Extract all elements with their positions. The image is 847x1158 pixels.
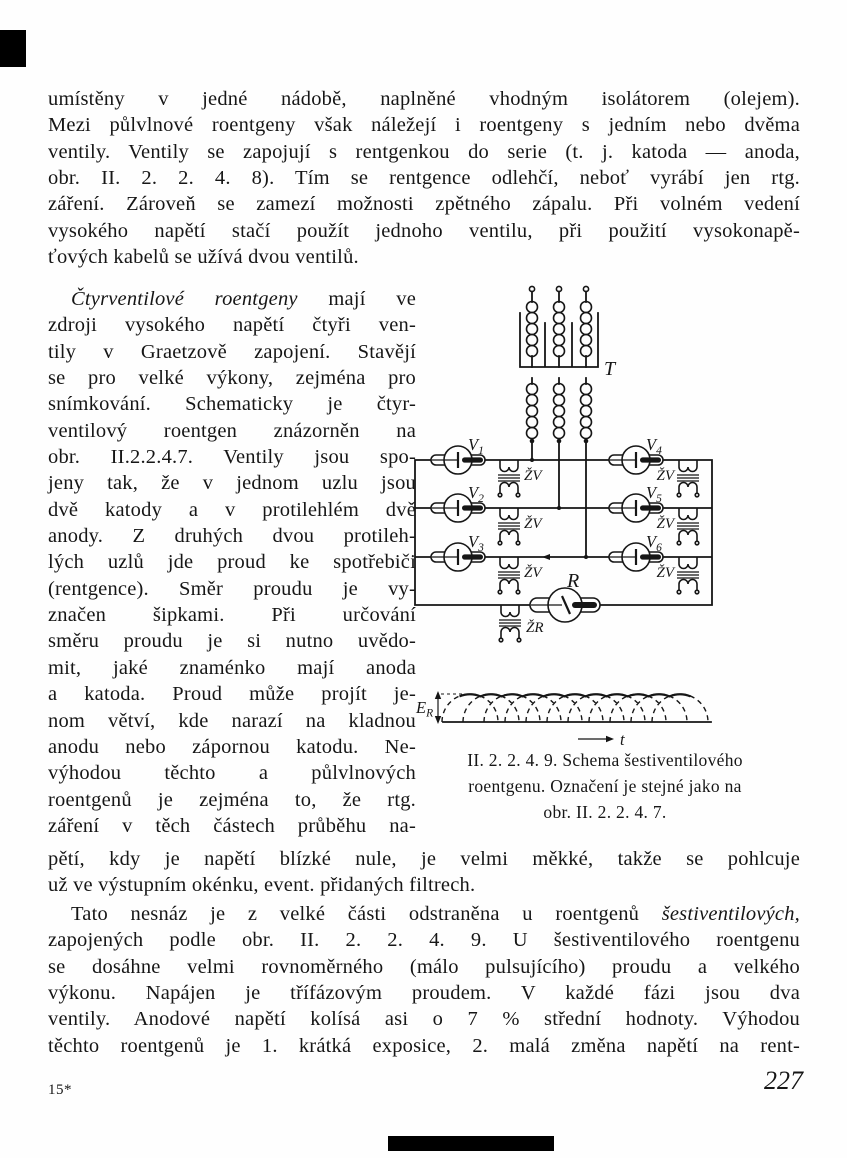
text-line: zdroji vysokého napětí čtyři ven- bbox=[48, 314, 416, 337]
text-line: pětí, kdy je napětí blízké nule, je velmi měkké, takže se pohlcuje bbox=[48, 848, 800, 870]
paragraph-intro bbox=[48, 86, 800, 270]
caption-line: roentgenu. Označení je stejné jako na bbox=[468, 776, 742, 796]
text-line: obr. II. 2. 2. 4. 8). Tím se rentgence odlehčí, neboť vyrábí jen rtg. bbox=[48, 167, 800, 190]
text-line: nom větví, kde narazí na kladnou bbox=[48, 709, 416, 732]
paragraph-six-valve bbox=[48, 901, 800, 1059]
emphasis-text: Čtyrventilové roentgeny bbox=[71, 288, 298, 310]
text-line: ťových kabelů se užívá dvou ventilů. bbox=[48, 246, 359, 269]
text-run: mají ve bbox=[297, 288, 416, 310]
tube-heater-transformer bbox=[499, 605, 521, 642]
axis-label-time: t bbox=[620, 730, 625, 749]
text-line: směru proudu je si nutno uvědo- bbox=[48, 630, 416, 653]
text-line: jeny tak, že v jednom uzlu jsou bbox=[48, 472, 416, 495]
text-line: umístěny v jedné nádobě, naplněné vhodným isolátorem (olejem). bbox=[48, 88, 800, 110]
label-zr: ŽR bbox=[526, 620, 544, 636]
left-column-text bbox=[48, 286, 416, 839]
text-line: ventilový roentgen znázorněn na bbox=[48, 419, 416, 442]
heater-transformer bbox=[498, 557, 520, 594]
heater-transformer bbox=[677, 557, 699, 594]
text-line: se dosáhne velmi rovnoměrného (málo pulsujícího) proudu a velkého bbox=[48, 955, 800, 978]
text-line: výkonu. Napájen je třífázovým proudem. V každé fázi jsou dva bbox=[48, 982, 800, 1005]
text-line bbox=[48, 286, 416, 312]
text-line: obr. II.2.2.4.7. Ventily jsou spo- bbox=[48, 446, 416, 469]
voltage-waveform bbox=[415, 691, 711, 749]
text-line: tily v Graetzově zapojení. Stavějí bbox=[48, 340, 416, 363]
heater-transformer bbox=[498, 460, 520, 497]
text-line: těchto roentgenů je 1. krátká exposice, 2. malá změna napětí na rent- bbox=[48, 1034, 800, 1057]
text-line: ventily. Ventily se zapojují s rentgenkou do serie (t. j. katoda — anoda, bbox=[48, 140, 800, 163]
text-run: Tato nesnáz je z velké části odstraněna u roentgenů bbox=[71, 903, 662, 925]
text-line: snímkování. Schematicky je čtyr- bbox=[48, 393, 416, 416]
xray-tube-label: R bbox=[567, 570, 580, 592]
label-valve-4: $V_4$ bbox=[646, 435, 662, 457]
text-line: už ve výstupním okénku, event. přidaných filtrech. bbox=[48, 874, 476, 897]
label-zv: ŽV bbox=[524, 468, 542, 484]
text-line: a katoda. Proud může projít je- bbox=[48, 683, 416, 706]
label-zv: ŽV bbox=[524, 565, 542, 581]
text-line: Mezi půlvlnové roentgeny však náležejí i roentgeny s jedním nebo dvěma bbox=[48, 114, 800, 137]
text-line: značen šipkami. Při určování bbox=[48, 604, 416, 627]
label-valve-2: $V_2$ bbox=[468, 483, 484, 505]
text-line: záření v těch částech průběhu na- bbox=[48, 814, 416, 837]
label-valve-6: $V_6$ bbox=[646, 532, 662, 554]
transformer-primary bbox=[520, 286, 598, 367]
scan-artifact-top-left bbox=[0, 30, 26, 67]
page-number: 227 bbox=[764, 1066, 803, 1095]
text-line: zapojených podle obr. II. 2. 2. 4. 9. U šestiventilového roentgenu bbox=[48, 929, 800, 952]
heater-transformer bbox=[498, 508, 520, 545]
figure-caption bbox=[396, 747, 814, 825]
text-line: (rentgence). Směr proudu je vy- bbox=[48, 577, 416, 600]
text-line: výhodou těchto a půlvlnových bbox=[48, 762, 416, 785]
text-line: se pro velké výkony, zejména pro bbox=[48, 367, 416, 390]
emphasis-text: šestiventilových, bbox=[661, 903, 800, 925]
circuit-diagram bbox=[408, 283, 813, 753]
caption-line: obr. II. 2. 2. 4. 7. bbox=[543, 802, 667, 822]
text-line: ventily. Anodové napětí kolísá asi o 7 % střední hodnoty. Výhodou bbox=[48, 1008, 800, 1031]
text-line bbox=[48, 901, 800, 927]
label-valve-1: $V_1$ bbox=[468, 435, 484, 457]
text-line: anody. Z druhých dvou protileh- bbox=[48, 525, 416, 548]
heater-transformer bbox=[677, 460, 699, 497]
label-valve-3: $V_3$ bbox=[468, 532, 484, 554]
heater-transformer bbox=[677, 508, 699, 545]
text-line: mit, jaké znaménko mají anoda bbox=[48, 656, 416, 679]
text-line: záření. Zároveň se zamezí možnosti zpětného zápalu. Při volném vedení bbox=[48, 193, 800, 216]
scan-artifact-bottom bbox=[388, 1136, 554, 1151]
signature-mark: 15* bbox=[48, 1082, 72, 1098]
label-zv: ŽV bbox=[524, 516, 542, 532]
text-line: anodu nebo zápornou katodu. Ne- bbox=[48, 735, 416, 758]
axis-label-voltage: $E_R$ bbox=[416, 698, 434, 720]
paragraph-continuation bbox=[48, 846, 800, 899]
text-line: lých uzlů jde proud ke spotřebiči bbox=[48, 551, 416, 574]
text-line: dvě katody a v protilehlém dvě bbox=[48, 498, 416, 521]
label-zv: ŽV bbox=[656, 468, 674, 484]
label-zv: ŽV bbox=[656, 516, 674, 532]
transformer-label: T bbox=[604, 358, 616, 380]
text-line: roentgenů je zejména to, že rtg. bbox=[48, 788, 416, 811]
caption-line: II. 2. 2. 4. 9. Schema šestiventilového bbox=[467, 750, 743, 770]
text-line: vysokého napětí stačí použít jednoho ventilu, při použití vysokonapě- bbox=[48, 219, 800, 242]
xray-tube bbox=[530, 588, 600, 622]
label-zv: ŽV bbox=[656, 565, 674, 581]
label-valve-5: $V_5$ bbox=[646, 483, 662, 505]
